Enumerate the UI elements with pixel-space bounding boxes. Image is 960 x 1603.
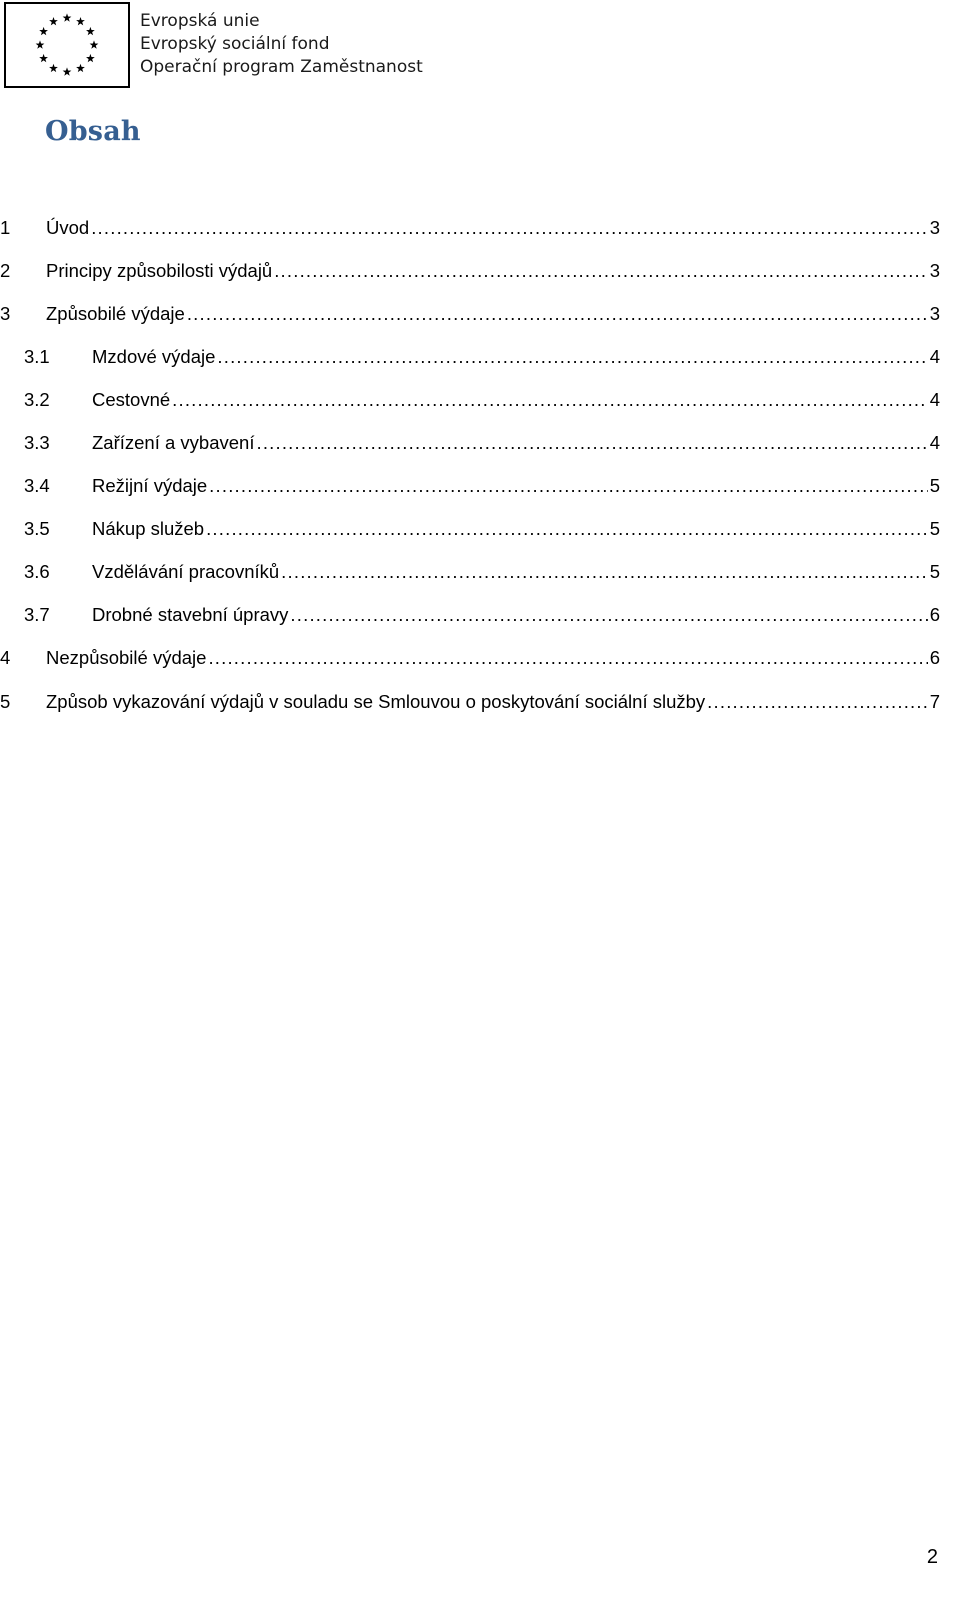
toc-entry-text[interactable]: Zařízení a vybavení [92,432,255,454]
toc-page-number[interactable]: 5 [929,561,940,583]
toc-page-number[interactable]: 6 [929,647,940,669]
toc-number: 3.5 [24,518,50,540]
toc-page-number[interactable]: 5 [929,475,940,497]
page-title: Obsah [45,116,141,147]
toc-page-number[interactable]: 3 [929,302,940,324]
toc-page-number[interactable]: 3 [929,259,940,281]
toc-dot-leader [290,604,927,626]
toc-entry[interactable] [0,335,940,378]
toc-number: 3.3 [24,432,50,454]
logo-line-2: Evropský sociální fond [140,34,330,54]
toc-entry-text[interactable]: Principy způsobilosti výdajů [46,259,273,281]
page-number: 2 [926,1546,938,1568]
header-logo [4,2,434,90]
toc-entry[interactable] [0,594,940,637]
toc-number: 3.2 [24,388,50,410]
toc-entry[interactable] [0,465,940,508]
toc-number: 1 [0,216,11,238]
toc-entry-text[interactable]: Úvod [46,216,90,238]
toc-dot-leader [187,303,928,325]
toc-entry-text[interactable]: Nákup služeb [92,518,205,540]
toc-entry-text[interactable]: Drobné stavební úpravy [92,604,289,626]
toc-page-number[interactable]: 7 [929,690,940,712]
toc-dot-leader [217,346,927,368]
toc-page-number[interactable]: 6 [929,604,940,626]
toc-entry-text[interactable]: Mzdové výdaje [92,345,216,367]
toc-entry[interactable] [0,292,940,335]
toc-number: 3.1 [24,345,50,367]
toc-entry[interactable] [0,551,940,594]
toc-entry-text[interactable]: Cestovné [92,388,171,410]
toc-dot-leader [91,217,928,239]
toc-number: 2 [0,259,11,281]
eu-flag-icon [4,2,130,88]
toc-entry-text[interactable]: Způsob vykazování výdajů v souladu se Smlouvou o poskytování sociální služby [46,690,706,712]
toc-dot-leader [209,475,928,497]
toc-entry-text[interactable]: Vzdělávání pracovníků [92,561,280,583]
toc-page-number[interactable]: 4 [929,432,940,454]
toc-entry[interactable] [0,378,940,421]
toc-entry[interactable] [0,206,940,249]
toc-dot-leader [281,561,928,583]
toc-entry-text[interactable]: Nezpůsobilé výdaje [46,647,207,669]
toc-number: 3 [0,302,11,324]
toc-entry[interactable] [0,249,940,292]
toc-number: 3.6 [24,561,50,583]
toc-number: 4 [0,647,11,669]
toc-entry-text[interactable]: Způsobilé výdaje [46,302,185,324]
toc-page-number[interactable]: 5 [929,518,940,540]
logo-line-1: Evropská unie [140,11,260,31]
toc-entry[interactable] [0,680,940,723]
toc-dot-leader [256,432,927,454]
table-of-contents [0,206,940,723]
toc-dot-leader [206,518,928,540]
logo-line-3: Operační program Zaměstnanost [140,57,423,77]
toc-page-number[interactable]: 4 [929,345,940,367]
toc-page-number[interactable]: 3 [929,216,940,238]
toc-number: 5 [0,690,11,712]
toc-entry[interactable] [0,508,940,551]
toc-number: 3.7 [24,604,50,626]
toc-number: 3.4 [24,475,50,497]
toc-entry-text[interactable]: Režijní výdaje [92,475,208,497]
toc-dot-leader [707,691,928,713]
toc-entry[interactable] [0,421,940,464]
toc-page-number[interactable]: 4 [929,388,940,410]
toc-dot-leader [172,389,928,411]
toc-entry[interactable] [0,637,940,680]
logo-text [140,10,423,79]
toc-dot-leader [274,260,927,282]
toc-dot-leader [208,647,927,669]
